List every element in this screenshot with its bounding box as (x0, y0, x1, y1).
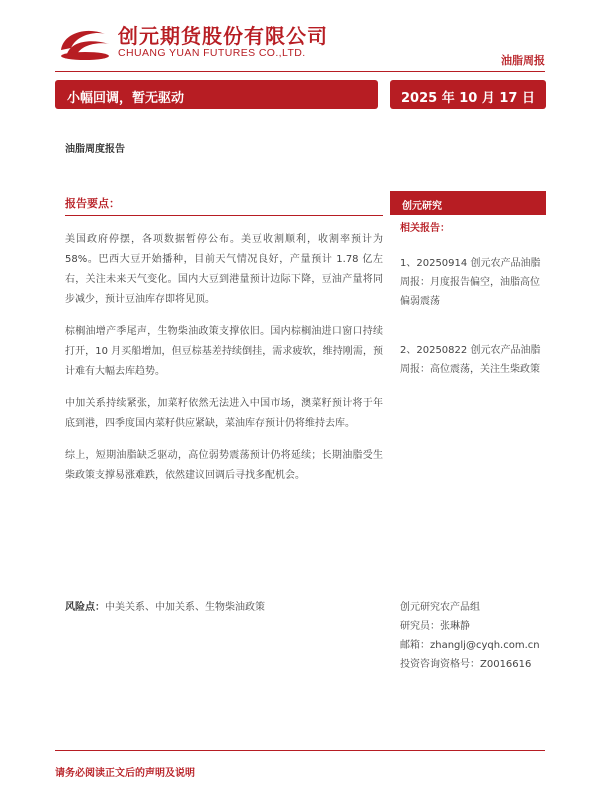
related-reports-heading: 相关报告： (400, 223, 450, 234)
header-divider (55, 71, 545, 72)
key-point-paragraph: 棕榈油增产季尾声，生物柴油政策支撑依旧。国内棕榈油进口窗口持续打开，10 月买船增加，但豆棕基差持续倒挂，需求疲软，维持刚需，预计难有大幅去库趋势。 (65, 326, 383, 377)
footer-disclaimer: 请务必阅读正文后的声明及说明 (55, 768, 195, 779)
risk-text: 中美关系、中加关系、生物柴油政策 (105, 602, 265, 613)
key-point-paragraph: 美国政府停摆，各项数据暂停公布。美豆收割顺利，收割率预计为58%。巴西大豆开始播种，目前天气情况良好，产量预计 1.78 亿左右，关注未来天气变化。国内大豆到港量预计边际下降，豆油产量将同步减少，预计豆油库存即将见顶。 (65, 234, 383, 305)
report-type-label: 油脂周报 (501, 54, 545, 67)
key-points-divider (65, 215, 383, 216)
company-logo-icon (55, 22, 113, 62)
contact-block (400, 598, 546, 674)
company-name-cn: 创元期货股份有限公司 (118, 24, 328, 48)
researcher-name: 研究员：张琳静 (400, 621, 470, 632)
report-title: 小幅回调，暂无驱动 (67, 91, 185, 106)
title-banner (55, 80, 378, 109)
key-point-paragraph: 综上，短期油脂缺乏驱动，高位弱势震荡预计仍将延续；长期油脂受生柴政策支撑易涨难跌，依然建议回调后寻找多配机会。 (65, 450, 383, 481)
document-type: 油脂周度报告 (65, 144, 125, 155)
key-point-paragraph: 中加关系持续紧张，加菜籽依然无法进入中国市场，澳菜籽预计将于年底到港，四季度国内菜籽供应紧缺，菜油库存预计仍将维持去库。 (65, 398, 383, 429)
company-name-en: CHUANG YUAN FUTURES CO.,LTD. (118, 47, 306, 59)
key-points-heading: 报告要点： (65, 197, 120, 210)
related-reports-list (400, 254, 546, 409)
risk-label: 风险点： (65, 602, 105, 613)
related-report-link[interactable]: 2、20250822 创元农产品油脂周报：高位震荡，关注生柴政策 (400, 345, 541, 375)
footer-divider (55, 750, 545, 751)
sidebar-header (390, 191, 546, 215)
researcher-email[interactable]: 邮箱：zhanglj@cyqh.com.cn (400, 640, 540, 651)
report-date: 2025 年 10 月 17 日 (401, 91, 535, 106)
date-banner (390, 80, 546, 109)
research-group: 创元研究农产品组 (400, 602, 480, 613)
risk-points (65, 598, 265, 613)
sidebar-header-label: 创元研究 (402, 201, 442, 212)
related-report-link[interactable]: 1、20250914 创元农产品油脂周报：月度报告偏空，油脂高位偏弱震荡 (400, 258, 541, 307)
license-number: 投资咨询资格号：Z0016616 (400, 659, 532, 670)
key-points-body (65, 230, 383, 498)
